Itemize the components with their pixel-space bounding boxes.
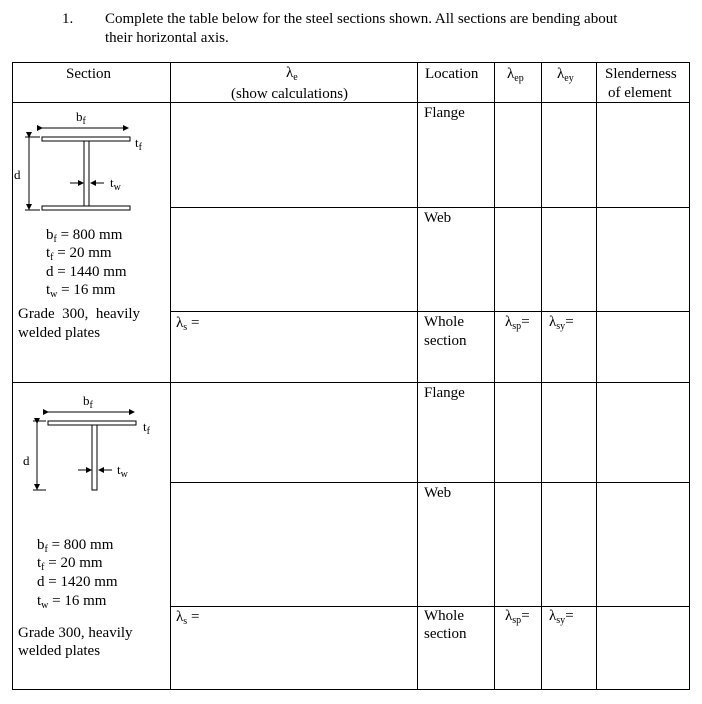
prop-bf: $b_f = 800$ mm bbox=[37, 537, 114, 555]
grade-line-2: welded plates bbox=[18, 325, 101, 341]
grade-line-1: Grade 300, heavily bbox=[18, 306, 141, 322]
grade-line-1: Grade 300, heavily bbox=[18, 625, 133, 641]
question-line-1: Complete the table below for the steel sections shown. All sections are bending about bbox=[105, 11, 618, 27]
location-flange: Flange bbox=[424, 385, 465, 401]
tf-label: $t_f$ bbox=[143, 419, 150, 437]
header-location: Location bbox=[425, 66, 479, 82]
location-web: Web bbox=[424, 210, 452, 226]
grade-line-2: welded plates bbox=[18, 643, 101, 659]
header-lambda-ey: $\lambda_{ey}$ bbox=[557, 66, 574, 84]
web bbox=[84, 141, 89, 206]
location-section: section bbox=[424, 626, 467, 642]
header-lambda-ep: $\lambda_{ep}$ bbox=[507, 66, 524, 84]
question-line-2: their horizontal axis. bbox=[105, 30, 229, 46]
lambda-sy-field[interactable]: $\lambda_{sy}=$ bbox=[549, 314, 574, 332]
header-slenderness: Slenderness bbox=[605, 66, 677, 82]
bf-label: $b_f$ bbox=[83, 393, 93, 411]
d-label: d bbox=[23, 453, 30, 468]
top-flange bbox=[42, 137, 130, 141]
prop-tf: $t_f = 20$ mm bbox=[37, 555, 103, 573]
location-section: section bbox=[424, 333, 467, 349]
top-flange bbox=[48, 421, 136, 425]
location-whole: Whole bbox=[424, 608, 464, 624]
bottom-flange bbox=[42, 206, 130, 210]
lambda-sp-field[interactable]: $\lambda_{sp}=$ bbox=[505, 314, 530, 332]
header-section: Section bbox=[66, 66, 111, 82]
prop-d: d = 1440 mm bbox=[46, 264, 127, 280]
prop-d: d = 1420 mm bbox=[37, 574, 118, 590]
d-label: d bbox=[14, 167, 21, 182]
header-show-calculations: (show calculations) bbox=[231, 86, 349, 102]
header-lambda-e: $\lambda_e$ bbox=[286, 65, 298, 83]
header-of-element: of element bbox=[608, 85, 672, 101]
tw-label: $t_w$ bbox=[110, 175, 121, 193]
lambda-sp-field[interactable]: $\lambda_{sp}=$ bbox=[505, 608, 530, 626]
location-web: Web bbox=[424, 485, 452, 501]
tf-label: $t_f$ bbox=[135, 135, 142, 153]
prop-tw: $t_w = 16$ mm bbox=[46, 282, 116, 300]
tw-label: $t_w$ bbox=[117, 462, 128, 480]
location-whole: Whole bbox=[424, 314, 464, 330]
lambda-sy-field[interactable]: $\lambda_{sy}=$ bbox=[549, 608, 574, 626]
prop-bf: $b_f = 800$ mm bbox=[46, 227, 123, 245]
bf-label: $b_f$ bbox=[76, 109, 86, 127]
prop-tw: $t_w = 16$ mm bbox=[37, 593, 107, 611]
web bbox=[92, 425, 97, 490]
prop-tf: $t_f = 20$ mm bbox=[46, 245, 112, 263]
location-flange: Flange bbox=[424, 105, 465, 121]
i-section-diagram-1 bbox=[25, 128, 130, 210]
question-number: 1. bbox=[62, 11, 74, 27]
lambda-s-field[interactable]: $\lambda_s$ = bbox=[176, 609, 200, 627]
lambda-s-field[interactable]: $\lambda_s$ = bbox=[176, 315, 200, 333]
